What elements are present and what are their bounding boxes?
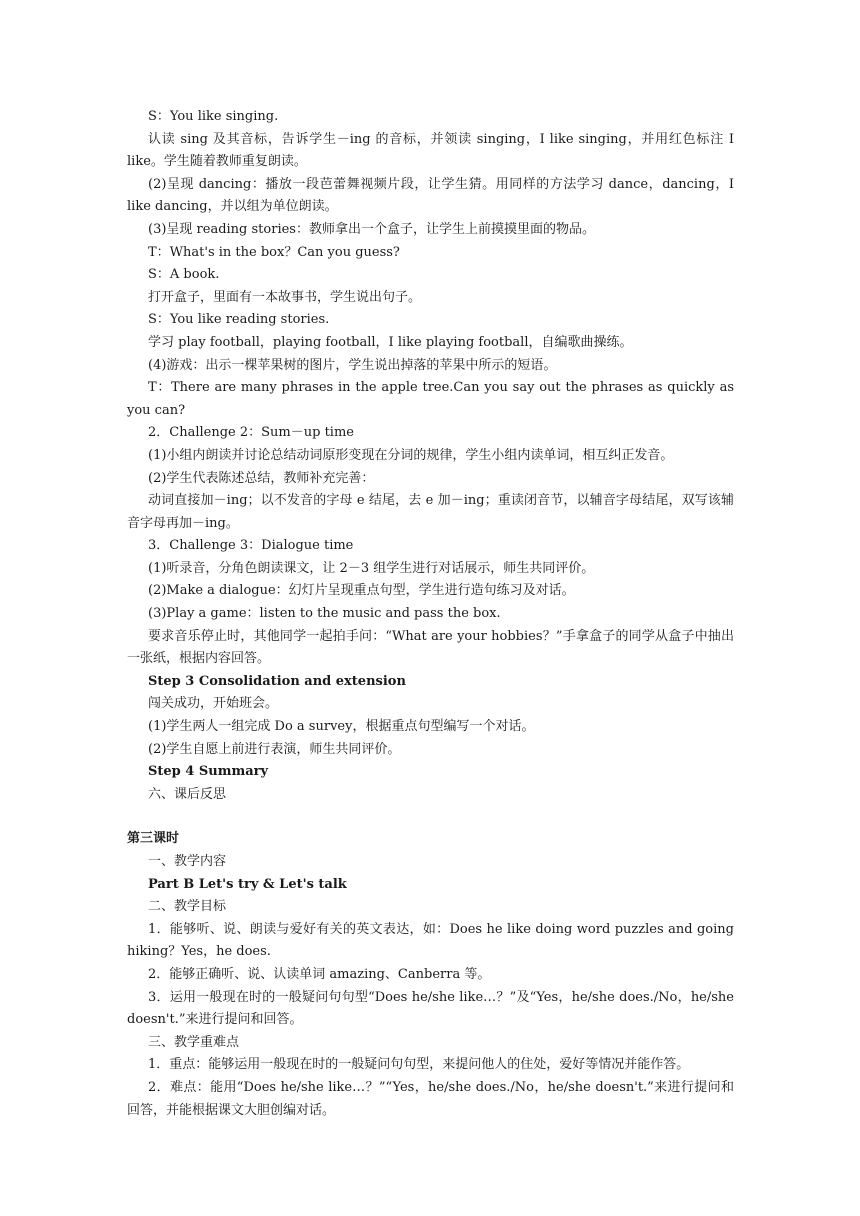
paragraph: 3．Challenge 3：Dialogue time [148,538,354,554]
paragraph: (2)呈现 dancing：播放一段芭蕾舞视频片段，让学生猜。用同样的方法学习 dance，dancing，I like dancing，并以组为单位朗读。 [127,176,734,215]
paragraph: 学习 play football，playing football，I like playing football，自编歌曲操练。 [148,334,633,350]
paragraph: 二、教学目标 [148,899,227,915]
paragraph: 闯关成功，开始班会。 [148,696,279,712]
paragraph: S：You like singing. [148,109,279,124]
paragraph: 3．运用一般现在时的一般疑问句句型“Does he/she like…？”及“Yes，he/she does./No，he/she doesn't.”来进行提问和回答。 [127,989,734,1028]
paragraph: (4)游戏：出示一棵苹果树的图片，学生说出掉落的苹果中所示的短语。 [148,357,557,373]
document-page [127,106,734,1122]
paragraph: (1)学生两人一组完成 Do a survey，根据重点句型编写一个对话。 [148,719,535,735]
section-gap [127,806,734,828]
lesson-body-part-1 [127,106,734,806]
paragraph: 六、课后反思 [148,786,227,802]
paragraph: 1．能够听、说、朗读与爱好有关的英文表达，如：Does he like doing word puzzles and going hiking？Yes，he does. [127,921,734,960]
paragraph: S：You like reading stories. [148,312,330,328]
paragraph: (2)学生自愿上前进行表演，师生共同评价。 [148,741,401,757]
paragraph: (1)听录音，分角色朗读课文，让 2－3 组学生进行对话展示，师生共同评价。 [148,560,595,576]
paragraph: 三、教学重难点 [148,1034,240,1050]
step-heading: Part B Let's try & Let's talk [148,876,347,892]
section-title: 第三课时 [127,831,180,847]
paragraph: T：What's in the box？Can you guess? [148,244,400,260]
paragraph: 2．能够正确听、说、认读单词 amazing、Canberra 等。 [148,966,491,982]
paragraph: 打开盒子，里面有一本故事书，学生说出句子。 [148,289,422,305]
paragraph: T：There are many phrases in the apple tree.Can you say out the phrases as quickly as you can? [127,380,734,418]
paragraph: (3)呈现 reading stories：教师拿出一个盒子，让学生上前摸摸里面的物品。 [148,221,595,237]
paragraph: 2．Challenge 2：Sum－up time [148,425,354,441]
paragraph: 认读 sing 及其音标，告诉学生－ing 的音标，并领读 singing，I like singing，并用红色标注 I like。学生随着教师重复朗读。 [127,131,734,170]
paragraph: S：A book. [148,267,220,283]
step-heading: Step 3 Consolidation and extension [148,673,406,689]
paragraph: 要求音乐停止时，其他同学一起拍手问：“What are your hobbies？”手拿盒子的同学从盒子中抽出一张纸，根据内容回答。 [127,628,734,667]
step-heading: Step 4 Summary [148,764,269,780]
paragraph: (1)小组内朗读并讨论总结动词原形变现在分词的规律，学生小组内读单词，相互纠正发音。 [148,447,674,463]
paragraph: 一、教学内容 [148,854,227,869]
paragraph: 动词直接加－ing；以不发音的字母 e 结尾，去 e 加－ing；重读闭音节，以辅音字母结尾，双写该辅音字母再加－ing。 [127,493,734,531]
lesson-body-part-2 [127,851,734,1122]
paragraph: 1．重点：能够运用一般现在时的一般疑问句句型，来提问他人的住处，爱好等情况并能作答。 [148,1057,690,1073]
paragraph: 2．难点：能用“Does he/she like…？”“Yes，he/she does./No，he/she doesn't.”来进行提问和回答，并能根据课文大胆创编对话。 [127,1079,734,1118]
paragraph: (2)学生代表陈述总结，教师补充完善： [148,470,375,486]
paragraph: (2)Make a dialogue：幻灯片呈现重点句型，学生进行造句练习及对话。 [148,583,575,599]
paragraph: (3)Play a game：listen to the music and pass the box. [148,606,501,622]
